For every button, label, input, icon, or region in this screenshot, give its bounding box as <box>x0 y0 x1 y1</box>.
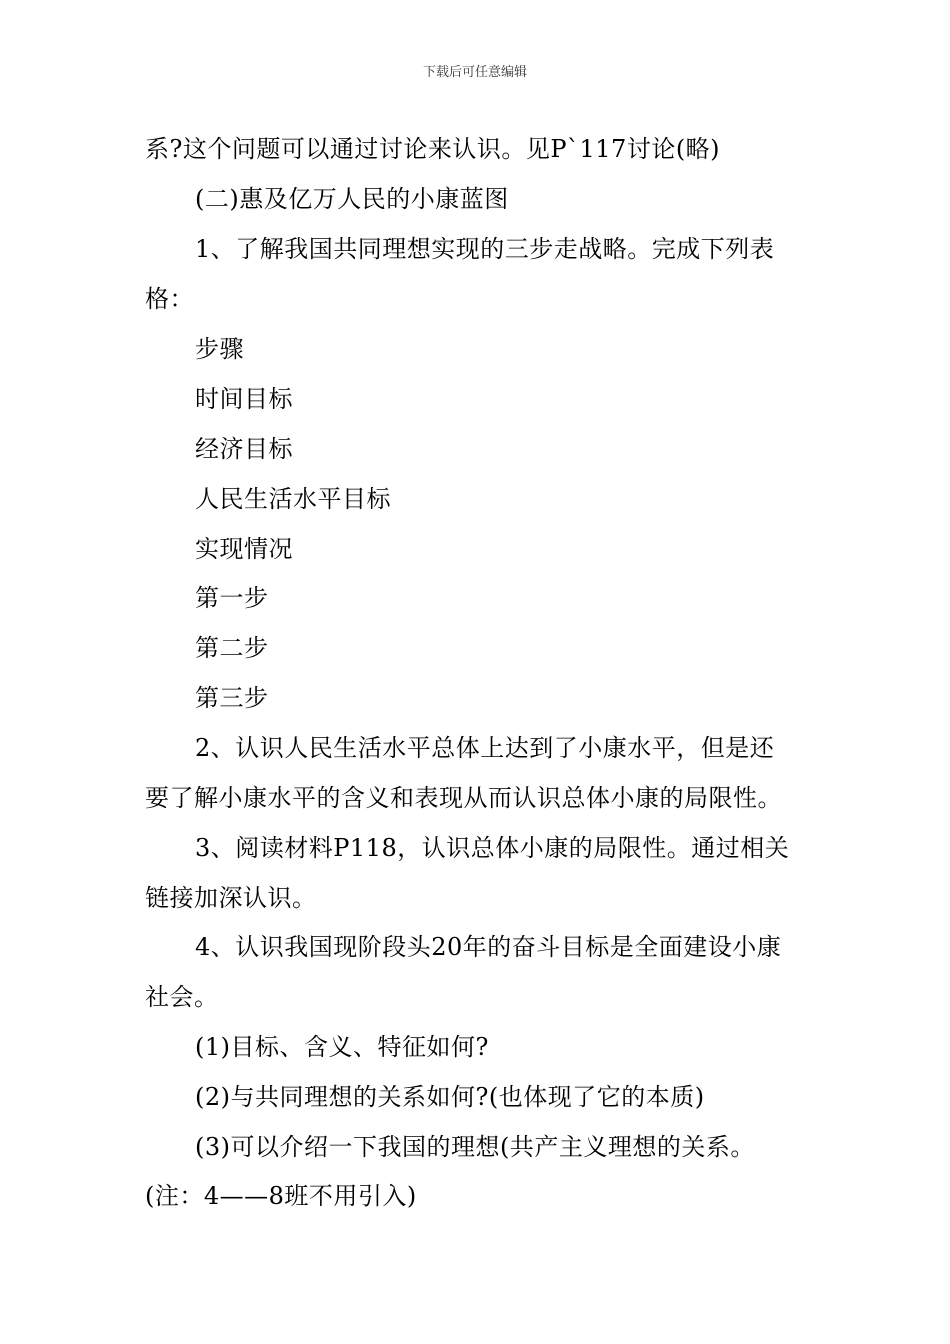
text-line: 1、了解我国共同理想实现的三步走战略。完成下列表 <box>195 235 775 263</box>
text-line: 要了解小康水平的含义和表现从而认识总体小康的局限性。 <box>145 784 782 812</box>
text-line: 4、认识我国现阶段头20年的奋斗目标是全面建设小康 <box>195 933 782 961</box>
text-line: (1)目标、含义、特征如何? <box>195 1033 489 1061</box>
table-cell-text: 经济目标 <box>195 435 293 463</box>
table-cell-text: 人民生活水平目标 <box>195 485 391 513</box>
text-line: (注：4——8班不用引入) <box>145 1182 417 1210</box>
table-cell-text: 实现情况 <box>195 535 293 563</box>
text-line: 系?这个问题可以通过讨论来认识。见P`117讨论(略) <box>145 135 721 163</box>
text-line: 3、阅读材料P118，认识总体小康的局限性。通过相关 <box>195 834 790 862</box>
text-line: 2、认识人民生活水平总体上达到了小康水平，但是还 <box>195 734 775 762</box>
section-heading: (二)惠及亿万人民的小康蓝图 <box>195 185 509 213</box>
table-cell-text: 第一步 <box>195 584 269 612</box>
page-header: 下载后可任意编辑 <box>422 65 527 80</box>
table-cell-text: 第二步 <box>195 634 269 662</box>
text-line: (3)可以介绍一下我国的理想(共产主义理想的关系。 <box>195 1133 755 1161</box>
text-line: 链接加深认识。 <box>145 884 317 912</box>
text-line: 格： <box>145 285 194 313</box>
text-line: (2)与共同理想的关系如何?(也体现了它的本质) <box>195 1083 705 1111</box>
text-line: 社会。 <box>145 983 219 1011</box>
table-cell-text: 步骤 <box>195 335 244 363</box>
table-cell-text: 第三步 <box>195 684 269 712</box>
table-cell-text: 时间目标 <box>195 385 293 413</box>
